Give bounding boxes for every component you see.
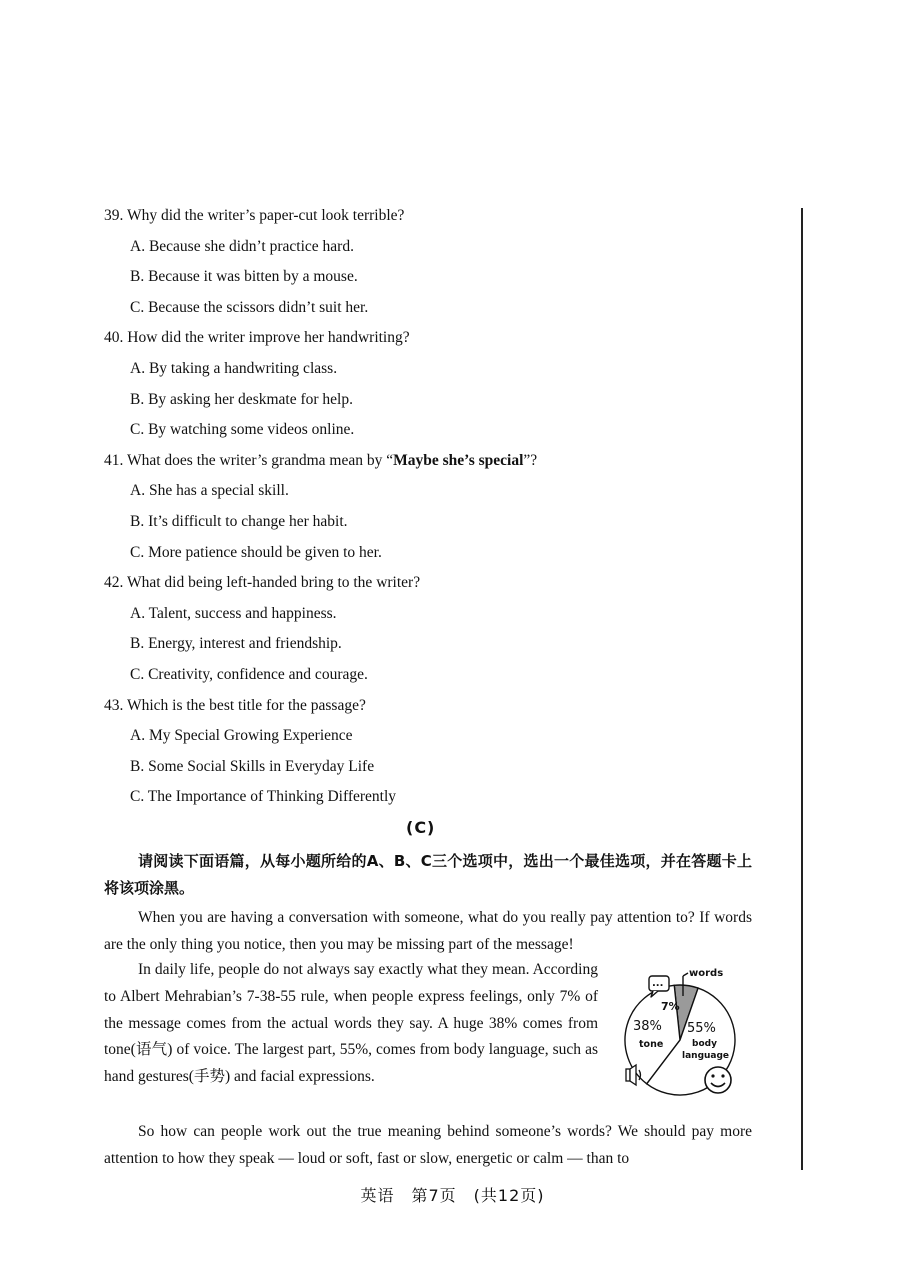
speech-bubble-dots: ... bbox=[652, 978, 664, 989]
question-40-option-a: A. By taking a handwriting class. bbox=[130, 359, 338, 377]
question-43-option-b: B. Some Social Skills in Everyday Life bbox=[130, 757, 375, 775]
question-39-option-b: B. Because it was bitten by a mouse. bbox=[130, 268, 358, 286]
question-41-option-a: A. She has a special skill. bbox=[130, 482, 289, 500]
question-41-option-b: B. It’s difficult to change her habit. bbox=[130, 512, 348, 530]
question-39-option-c: C. Because the scissors didn’t suit her. bbox=[130, 298, 369, 316]
question-40-stem: 40. How did the writer improve her handwriting? bbox=[104, 329, 410, 347]
tone-percent: 38% bbox=[633, 1019, 662, 1034]
question-43-option-c: C. The Importance of Thinking Differently bbox=[130, 788, 397, 806]
smiley-face-icon bbox=[705, 1067, 731, 1093]
question-41-option-c: C. More patience should be given to her. bbox=[130, 543, 382, 561]
question-40-option-b: B. By asking her deskmate for help. bbox=[130, 390, 353, 408]
question-42-stem: 42. What did being left-handed bring to the writer? bbox=[104, 574, 421, 592]
body-language-percent: 55% bbox=[687, 1021, 716, 1036]
question-43-stem: 43. Which is the best title for the passage? bbox=[104, 696, 366, 714]
passage-paragraph-2: In daily life, people do not always say exactly what they mean. According to Albert Mehrabian’s 7-38-55 rule, when people express feelings, only 7% of the message comes from the actual words they say. A huge 38% comes from tone(语气) of voice. The largest part, 55%, comes from body language, such as hand gestures(手势) and facial expressions. bbox=[104, 961, 598, 1086]
question-42-option-c: C. Creativity, confidence and courage. bbox=[130, 665, 368, 683]
question-42-option-a: A. Talent, success and happiness. bbox=[130, 604, 337, 622]
question-41-stem-start: 41. What does the writer’s grandma mean by “ bbox=[104, 451, 394, 469]
communication-pie-chart bbox=[620, 962, 738, 1098]
right-margin-rule bbox=[801, 208, 803, 1170]
section-instruction: 请阅读下面语篇，从每小题所给的A、B、C三个选项中，选出一个最佳选项，并在答题卡上将该项涂黑。 bbox=[104, 852, 752, 897]
question-43-option-a: A. My Special Growing Experience bbox=[130, 727, 353, 745]
body-language-label-1: body bbox=[692, 1039, 717, 1049]
words-leader-tick bbox=[683, 973, 688, 976]
question-39-option-a: A. Because she didn’t practice hard. bbox=[130, 237, 354, 255]
question-41-quote: Maybe she’s special bbox=[393, 451, 524, 469]
passage-paragraph-3: So how can people work out the true meaning behind someone’s words? We should pay more attention to how they speak — loud or soft, fast or slow, energetic or calm — than to bbox=[104, 1123, 752, 1167]
page-footer: 英语 第7页 (共12页) bbox=[360, 1186, 545, 1205]
tone-label: tone bbox=[639, 1039, 664, 1050]
question-42-option-b: B. Energy, interest and friendship. bbox=[130, 635, 342, 653]
question-list bbox=[0, 205, 780, 817]
passage-paragraph-1: When you are having a conversation with someone, what do you really pay attention to? If words are the only thing you notice, then you may be missing part of the message! bbox=[104, 909, 752, 953]
words-percent: 7% bbox=[661, 1000, 680, 1013]
question-40-option-c: C. By watching some videos online. bbox=[130, 421, 355, 439]
section-title: (C) bbox=[406, 818, 436, 837]
words-label: words bbox=[689, 968, 724, 979]
question-41-stem-end: ”? bbox=[523, 451, 538, 469]
question-41-stem bbox=[0, 450, 780, 481]
body-language-label-2: language bbox=[682, 1051, 730, 1061]
question-39-stem: 39. Why did the writer’s paper-cut look terrible? bbox=[104, 207, 405, 224]
